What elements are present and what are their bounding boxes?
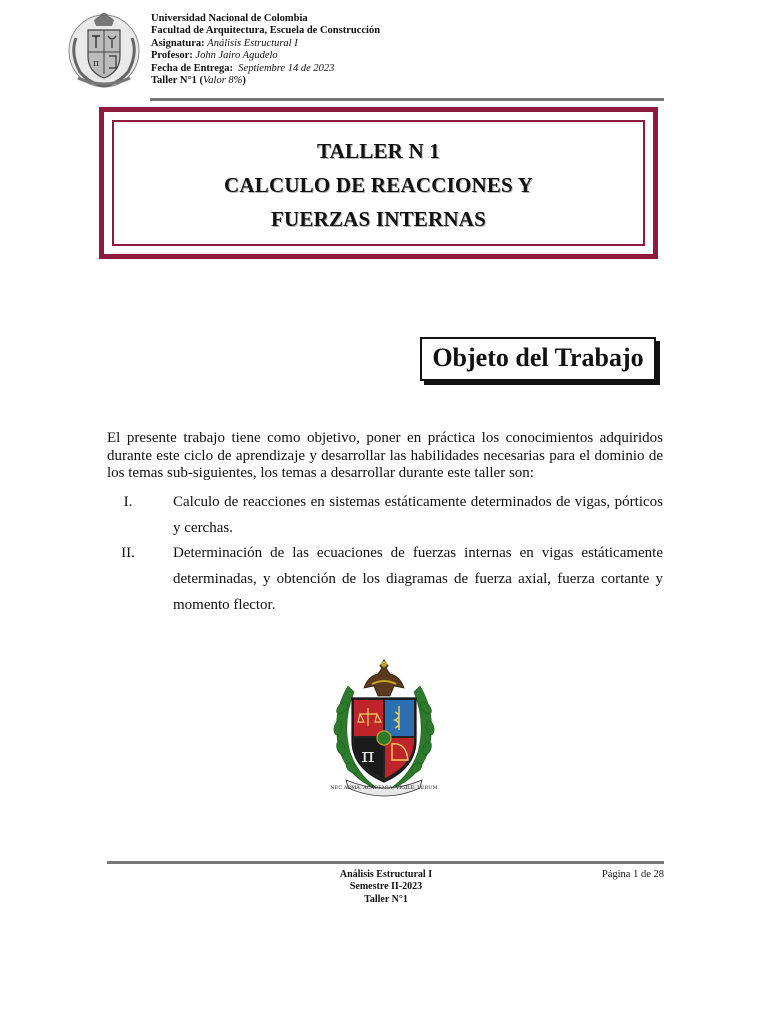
title-line-2: CALCULO DE REACCIONES Y xyxy=(224,173,533,197)
subject-value: Análisis Estructural I xyxy=(207,37,298,49)
professor-value: John Jairo Agudelo xyxy=(195,50,278,62)
page-number: Página 1 de 28 xyxy=(601,869,664,880)
header-divider xyxy=(150,98,664,101)
document-header xyxy=(151,13,380,87)
svg-text:π: π xyxy=(361,743,375,767)
workshop-label: Taller N°1 ( xyxy=(151,75,204,87)
list-item xyxy=(107,489,663,541)
workshop-value: Valor 8% xyxy=(203,75,243,87)
title-frame xyxy=(99,107,658,259)
workshop-line xyxy=(151,75,380,87)
university-crest-emblem xyxy=(328,656,440,798)
title-line-3: FUERZAS INTERNAS xyxy=(271,207,486,231)
footer-workshop: Taller N°1 xyxy=(364,893,408,905)
due-date-label: Fecha de Entrega: xyxy=(151,62,234,74)
professor-label: Profesor: xyxy=(151,50,193,62)
footer-divider xyxy=(107,861,664,864)
subject-label: Asignatura: xyxy=(151,37,205,49)
due-date-value: Septiembre 14 de 2023 xyxy=(238,62,335,74)
footer-info xyxy=(292,869,480,906)
footer-subject: Análisis Estructural I xyxy=(339,869,433,880)
svg-text:π: π xyxy=(93,59,99,69)
list-item-number: I. xyxy=(123,494,133,510)
university-name: Universidad Nacional de Colombia xyxy=(151,13,308,24)
subject-line xyxy=(151,38,380,50)
title-inner-frame xyxy=(112,120,645,246)
list-item xyxy=(107,540,663,618)
section-heading-box xyxy=(420,337,656,381)
list-item-number: II. xyxy=(121,545,135,561)
list-item-text: Calculo de reacciones en sistemas estáticamente determinados de vigas, pórticos y cerchas. xyxy=(173,494,663,536)
title-line-1: TALLER N 1 xyxy=(317,139,440,163)
crest-motto: NEC ARMA, ACADEMIA, VIGILE, VERUM xyxy=(330,785,438,791)
intro-paragraph: El presente trabajo tiene como objetivo, poner en práctica los conocimientos adquiridos durante este ciclo de aprendizaje y desarrollar las habilidades necesarias para el dominio de los temas sub-siguientes, los temas a desarrollar durante este taller son: xyxy=(107,430,663,481)
due-date-line xyxy=(151,63,380,75)
faculty-name: Facultad de Arquitectura, Escuela de Construcción xyxy=(151,25,381,37)
section-heading: Objeto del Trabajo xyxy=(432,343,644,372)
university-crest-logo xyxy=(66,8,142,90)
footer-semester: Semestre II-2023 xyxy=(349,881,423,893)
workshop-close: ) xyxy=(242,75,246,87)
professor-line xyxy=(151,50,380,62)
list-item-text: Determinación de las ecuaciones de fuerzas internas en vigas estáticamente determinadas, y obtención de los diagramas de fuerza axial, fuerza cortante y momento flector. xyxy=(173,545,663,613)
